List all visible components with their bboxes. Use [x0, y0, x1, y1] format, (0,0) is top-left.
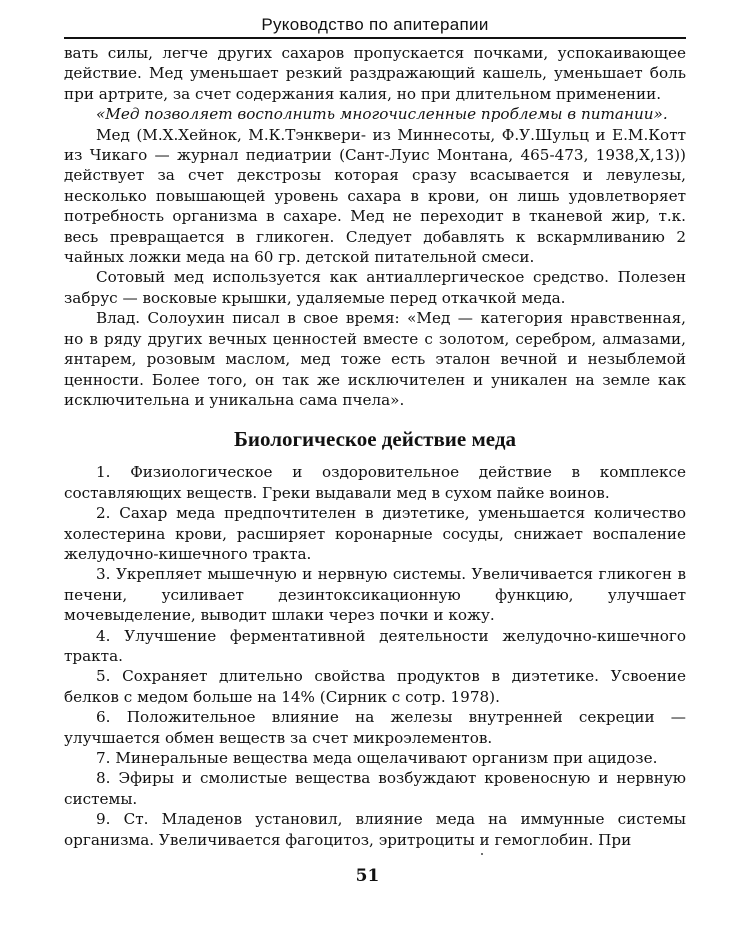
print-speck [481, 853, 483, 855]
numbered-list [64, 462, 686, 850]
body-text [64, 43, 686, 850]
list-item: 7. Минеральные вещества меда ощелачивают организм при ацидозе. [96, 749, 658, 767]
book-page [64, 14, 686, 850]
page-number: 51 [355, 866, 380, 886]
list-item: 3. Укрепляет мышечную и нервную системы. Увеличивается гликоген в печени, усиливает дезинтоксикационную функцию, улучшает мочевыделение, выводит шлаки через почки и кожу. [64, 565, 686, 625]
list-item: 5. Сохраняет длительно свойства продуктов в диэтетике. Усвоение белков с медом больше на 14% (Сирник с сотр. 1978). [64, 667, 686, 706]
list-item: 8. Эфиры и смолистые вещества возбуждают кровеносную и нервную системы. [64, 769, 686, 808]
list-item: 6. Положительное влияние на железы внутренней секреции — улучшается обмен веществ за счет микроэлементов. [64, 708, 686, 747]
paragraph-soloukhin: Влад. Солоухин писал в свое время: «Мед — категория нравственная, но в ряду других вечных ценностей вместе с золотом, серебром, алмазами, янтарем, розовым маслом, мед тоже есть эталон вечной и незыблемой ценности. Более того, он так же исключителен и уникален на земле как исключительна и уникальна сама пчела». [64, 309, 686, 409]
paragraph-continuation: вать силы, легче других сахаров пропускается почками, успокаивающее действие. Мед уменьшает резкий раздражающий кашель, уменьшает боль при артрите, за счет содержания калия, но при длительном применении. [64, 44, 686, 103]
section-heading: Биологическое действие меда [234, 427, 516, 452]
running-head: Руководство по апитерапии [261, 15, 489, 34]
list-item: 1. Физиологическое и оздоровительное действие в комплексе составляющих веществ. Греки выдавали мед в сухом пайке воинов. [64, 463, 686, 502]
list-item: 4. Улучшение ферментативной деятельности желудочно-кишечного тракта. [64, 626, 686, 665]
list-item: 9. Ст. Младенов установил, влияние меда на иммунные системы организма. Увеличивается фагоцитоз, эритроциты и гемоглобин. При [64, 810, 686, 849]
paragraph-research: Мед (М.Х.Хейнок, М.К.Тэнквери- из Миннесоты, Ф.У.Шульц и Е.М.Котт из Чикаго — журнал педиатрии (Сант-Луис Монтана, 465-473, 1938,X,13)) действует за счет декстрозы которая сразу всасывается и левулезы, несколько повышающей уровень сахара в крови, он лишь удовлетворяет потребность организма в сахаре. Мед не переходит в тканевой жир, т.к. весь превращается в гликоген. Следует добавлять к вскармливанию 2 чайных ложки меда на 60 гр. детской питательной смеси. [64, 125, 686, 267]
header-rule [64, 37, 686, 39]
paragraph-comb-honey: Сотовый мед используется как антиаллергическое средство. Полезен забрус — восковые крышки, удаляемые перед откачкой меда. [64, 268, 686, 307]
list-item: 2. Сахар меда предпочтителен в диэтетике, уменьшается количество холестерина крови, расширяет коронарные сосуды, снижает воспаление желудочно-кишечного тракта. [64, 504, 686, 563]
quote-paragraph: «Мед позволяет восполнить многочисленные проблемы в питании». [96, 105, 668, 124]
